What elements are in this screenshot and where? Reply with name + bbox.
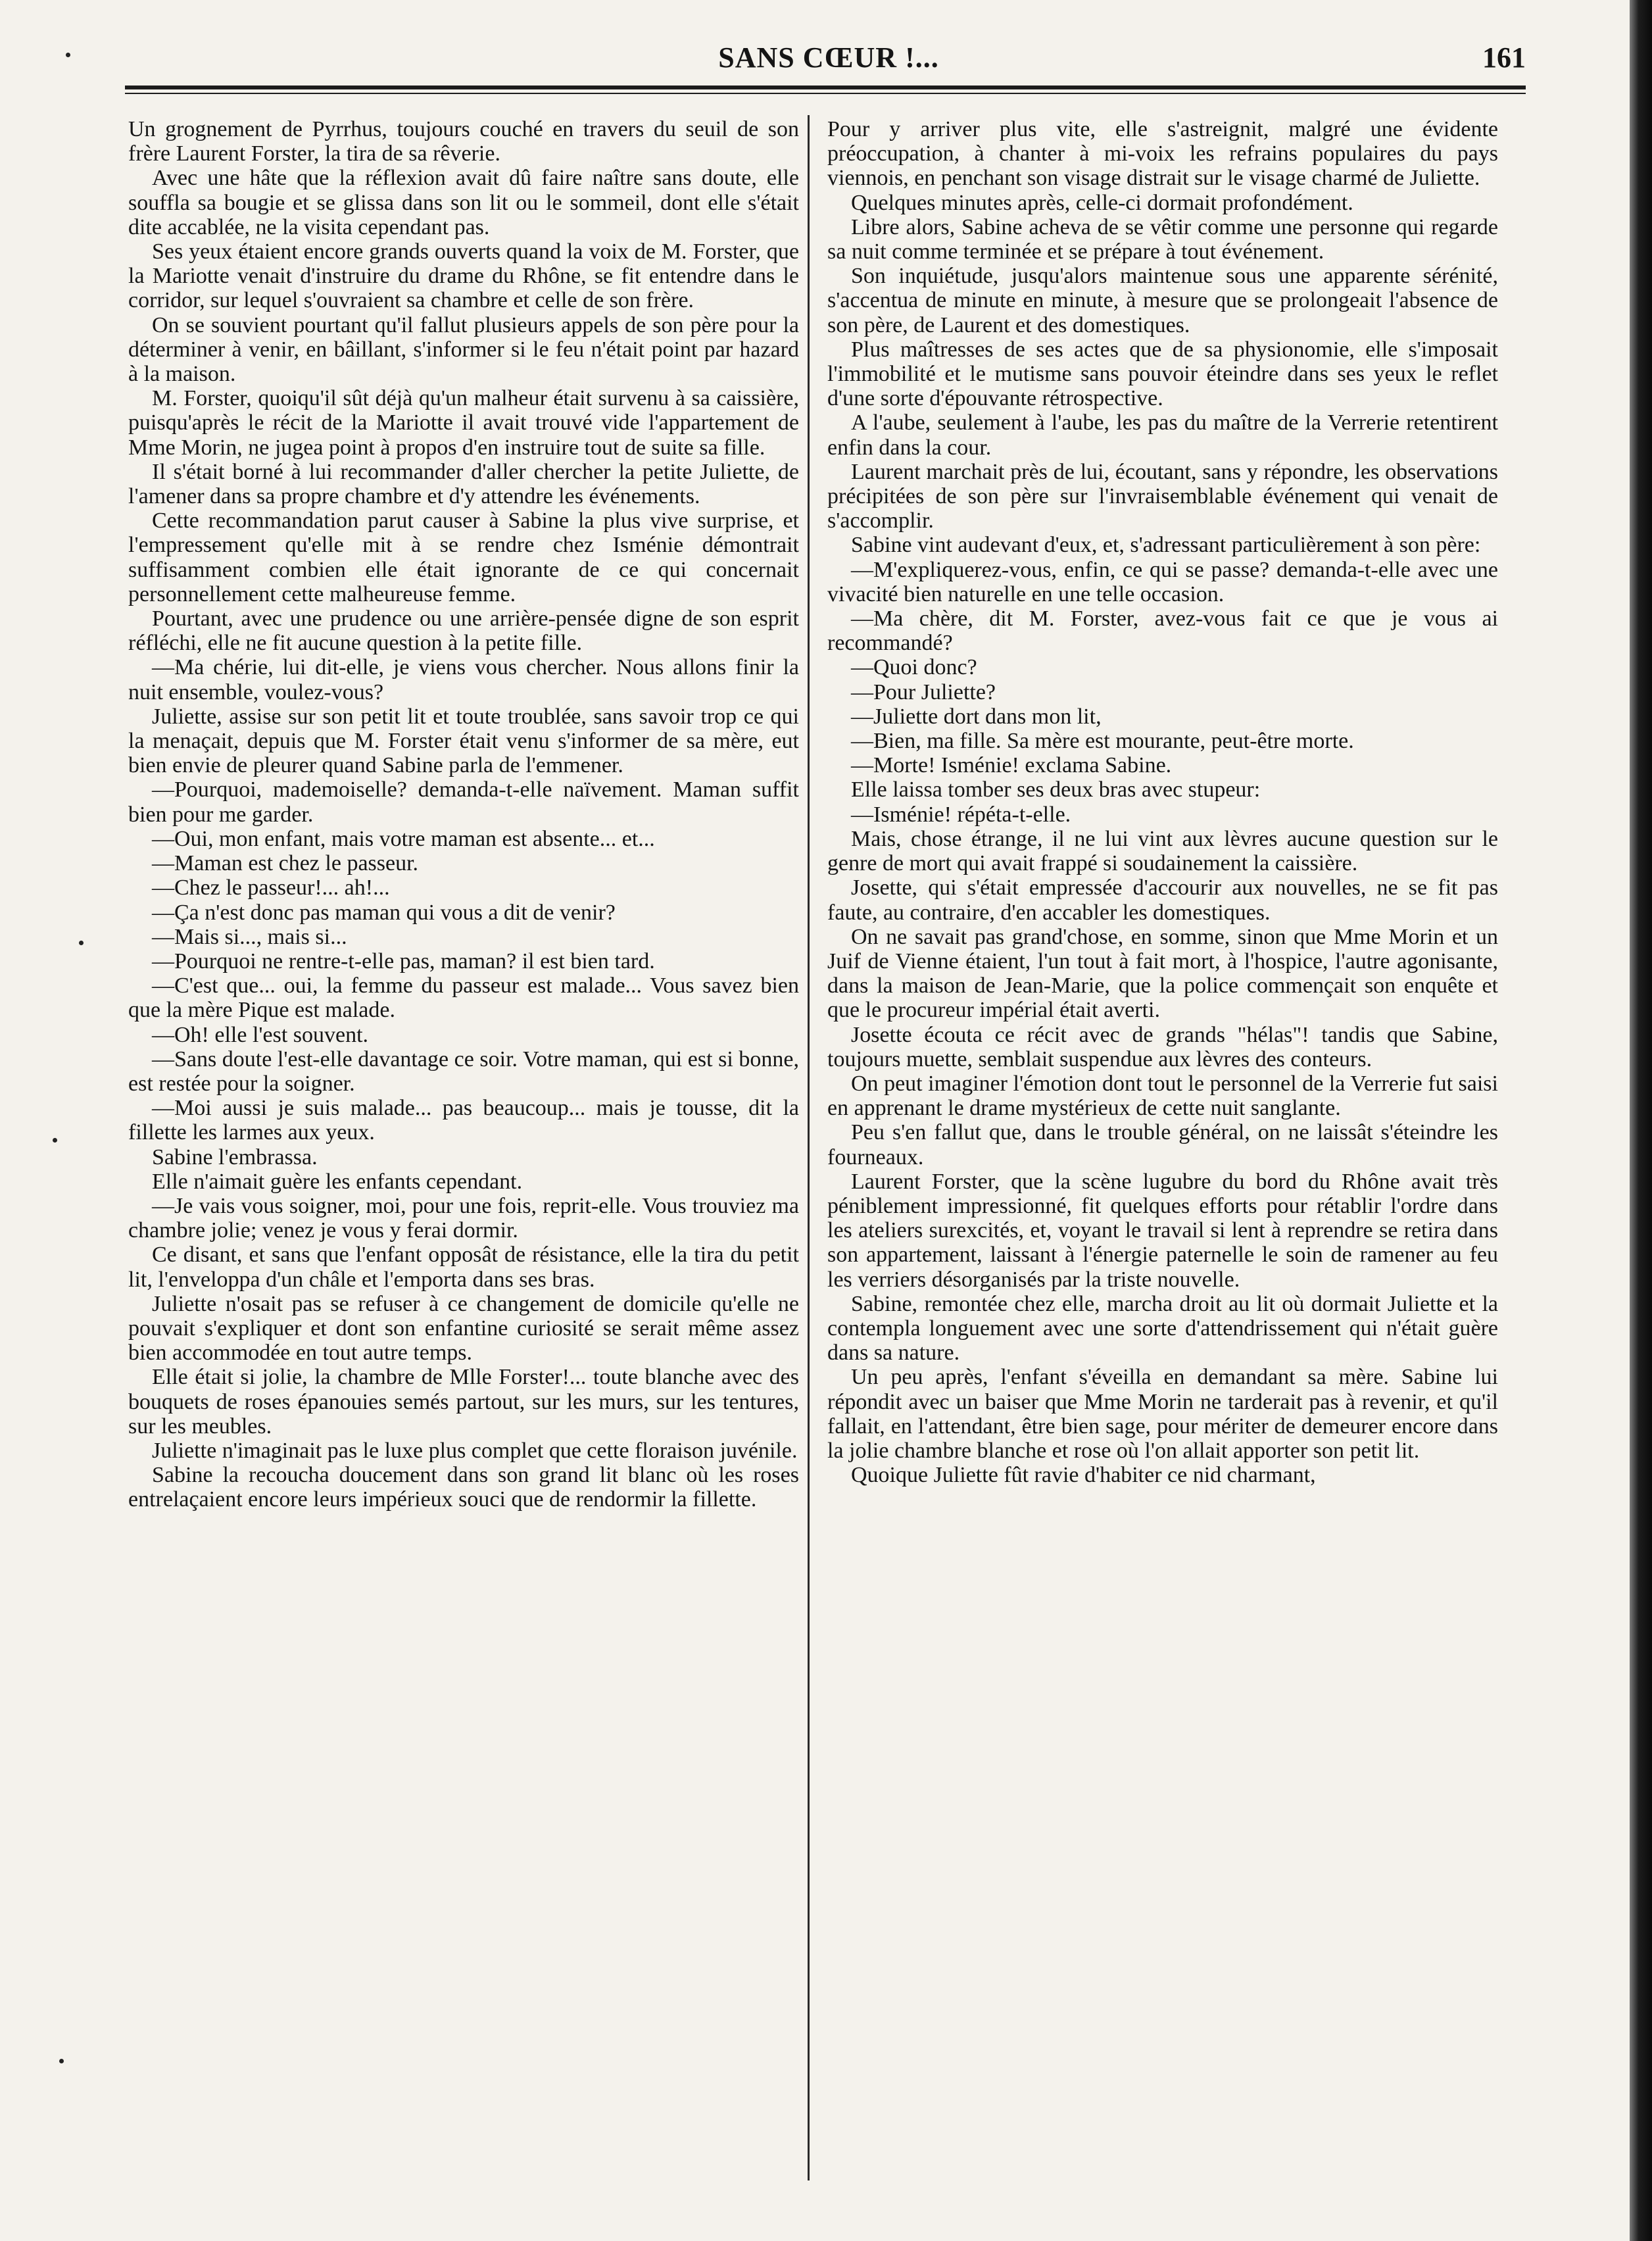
dialogue-line: —Mais si..., mais si... xyxy=(152,924,347,949)
page-header xyxy=(125,41,1526,87)
dialogue-line: —Maman est chez le passeur. xyxy=(152,851,419,876)
paragraph: Sabine l'embrassa. xyxy=(152,1145,318,1170)
paragraph: A l'aube, seulement à l'aube, les pas du maître de la Verrerie retentirent enfin dans la cour. xyxy=(827,410,1498,460)
paragraph: Elle n'aimait guère les enfants cependant. xyxy=(152,1169,523,1194)
dialogue-line: —Quoi donc? xyxy=(851,655,977,680)
dialogue-line: —Morte! Isménie! exclama Sabine. xyxy=(851,753,1172,778)
right-column xyxy=(827,117,1498,2176)
dialogue-line: —Pourquoi ne rentre-t-elle pas, maman? il est bien tard. xyxy=(152,948,655,973)
paragraph: Juliette n'imaginait pas le luxe plus complet que cette floraison juvénile. xyxy=(152,1438,798,1463)
paragraph: Josette écouta ce récit avec de grands "hélas"! tandis que Sabine, toujours muette, semblait suspendue aux lèvres des conteurs. xyxy=(827,1022,1498,1071)
dialogue-line: —Bien, ma fille. Sa mère est mourante, peut-être morte. xyxy=(851,729,1354,754)
paragraph: Sabine la recoucha doucement dans son grand lit blanc où les roses entrelaçaient encore leurs impérieux souci que de rendormir la fillette. xyxy=(128,1463,799,1512)
dialogue-line: —Je vais vous soigner, moi, pour une fois, reprit-elle. Vous trouviez ma chambre jolie; venez je vous y ferai dormir. xyxy=(128,1193,799,1243)
page-binding-shadow xyxy=(1630,0,1652,2241)
paragraph: Cette recommandation parut causer à Sabine la plus vive surprise, et l'empressement qu'elle mit à se rendre chez Isménie démontrait suffisamment combien elle était ignorante de ce qui concernait personnellement cette malheureuse femme. xyxy=(128,508,799,606)
paragraph: Josette, qui s'était empressée d'accourir aux nouvelles, ne se fit pas faute, au contraire, d'en accabler les domestiques. xyxy=(827,875,1498,925)
paragraph: On ne savait pas grand'chose, en somme, sinon que Mme Morin et un Juif de Vienne étaient, l'un tout à fait mort, à l'hospice, l'autre agonisante, dans la maison de Jean-Marie, que la police commençait son enquête et que le procureur impérial était averti. xyxy=(827,924,1498,1023)
paragraph: Laurent marchait près de lui, écoutant, sans y répondre, les observations précipitées de son père sur l'invraisemblable événement qui venait de s'accomplir. xyxy=(827,459,1498,533)
dialogue-line: —Pourquoi, mademoiselle? demanda-t-elle naïvement. Maman suffit bien pour me garder. xyxy=(128,777,799,827)
page-number: 161 xyxy=(1482,41,1526,74)
paragraph: Sabine, remontée chez elle, marcha droit au lit où dormait Juliette et la contempla longuement avec une sorte d'attendrissement qui n'était guère dans sa nature. xyxy=(827,1291,1498,1366)
paragraph: On peut imaginer l'émotion dont tout le personnel de la Verrerie fut saisi en apprenant le drame mystérieux de cette nuit sanglante. xyxy=(827,1071,1498,1121)
header-rule-thick xyxy=(125,86,1526,89)
paragraph: Quoique Juliette fût ravie d'habiter ce nid charmant, xyxy=(851,1463,1316,1488)
paragraph: Son inquiétude, jusqu'alors maintenue sous une apparente sérénité, s'accentua de minute en minute, à mesure que se prolongeait l'absence de son père, de Laurent et des domestiques. xyxy=(827,264,1498,337)
header-rule-thin xyxy=(125,93,1526,94)
paragraph: Mais, chose étrange, il ne lui vint aux lèvres aucune question sur le genre de mort qui avait frappé si soudainement la caissière. xyxy=(827,826,1498,876)
running-title: SANS CŒUR !... xyxy=(718,41,939,74)
dialogue-line: —Chez le passeur!... ah!... xyxy=(152,875,390,900)
dialogue-line: —Ma chère, dit M. Forster, avez-vous fait ce que je vous ai recommandé? xyxy=(827,606,1498,656)
dialogue-line: —Juliette dort dans mon lit, xyxy=(851,704,1102,729)
print-speck xyxy=(53,1138,57,1143)
dialogue-line: —Oui, mon enfant, mais votre maman est absente... et... xyxy=(152,826,655,851)
dialogue-line: —Ma chérie, lui dit-elle, je viens vous chercher. Nous allons finir la nuit ensemble, voulez-vous? xyxy=(128,655,799,704)
dialogue-line: —C'est que... oui, la femme du passeur est malade... Vous savez bien que la mère Pique est malade. xyxy=(128,973,799,1023)
paragraph: Elle laissa tomber ses deux bras avec stupeur: xyxy=(851,777,1261,802)
paragraph: Libre alors, Sabine acheva de se vêtir comme une personne qui regarde sa nuit comme terminée et se prépare à tout événement. xyxy=(827,214,1498,264)
paragraph: Ce disant, et sans que l'enfant opposât de résistance, elle la tira du petit lit, l'enveloppa d'un châle et l'emporta dans ses bras. xyxy=(128,1243,799,1292)
print-speck xyxy=(66,53,70,57)
paragraph: Un grognement de Pyrrhus, toujours couché en travers du seuil de son frère Laurent Forster, la tira de sa rêverie. xyxy=(128,117,799,166)
dialogue-line: —Sans doute l'est-elle davantage ce soir. Votre maman, qui est si bonne, est restée pour la soigner. xyxy=(128,1047,799,1096)
dialogue-line: —Isménie! répéta-t-elle. xyxy=(851,802,1071,827)
paragraph: Pourtant, avec une prudence ou une arrière-pensée digne de son esprit réfléchi, elle ne fit aucune question à la petite fille. xyxy=(128,606,799,656)
paragraph: Plus maîtresses de ses actes que de sa physionomie, elle s'imposait l'immobilité et le mutisme sans pouvoir éteindre dans ses yeux le reflet d'une sorte d'épouvante rétrospective. xyxy=(827,337,1498,411)
paragraph: Ses yeux étaient encore grands ouverts quand la voix de M. Forster, que la Mariotte venait d'instruire du drame du Rhône, se fit entendre dans le corridor, sur lequel s'ouvraient sa chambre et celle de son frère. xyxy=(128,239,799,313)
dialogue-line: —M'expliquerez-vous, enfin, ce qui se passe? demanda-t-elle avec une vivacité bien naturelle en une telle occasion. xyxy=(827,557,1498,606)
left-column xyxy=(128,117,799,2176)
dialogue-line: —Moi aussi je suis malade... pas beaucoup... mais je tousse, dit la fillette les larmes aux yeux. xyxy=(128,1096,799,1145)
dialogue-line: —Oh! elle l'est souvent. xyxy=(152,1022,369,1047)
paragraph: Il s'était borné à lui recommander d'aller chercher la petite Juliette, de l'amener dans sa propre chambre et d'y attendre les événements. xyxy=(128,459,799,509)
paragraph: Pour y arriver plus vite, elle s'astreignit, malgré une évidente préoccupation, à chanter à mi-voix les refrains populaires du pays viennois, en penchant son visage distrait sur le visage charmé de Juliette. xyxy=(827,117,1498,191)
column-divider xyxy=(808,115,810,2180)
paragraph: Juliette, assise sur son petit lit et toute troublée, sans savoir trop ce qui la menaçait, depuis que M. Forster était venu s'informer de sa mère, eut bien envie de pleurer quand Sabine parla de l'emmener. xyxy=(128,704,799,778)
paragraph: On se souvient pourtant qu'il fallut plusieurs appels de son père pour la déterminer à venir, en bâillant, s'informer si le feu n'était point par hazard à la maison. xyxy=(128,312,799,387)
paragraph: Un peu après, l'enfant s'éveilla en demandant sa mère. Sabine lui répondit avec un baiser que Mme Morin ne tarderait pas à revenir, et qu'il fallait, en l'attendant, être bien sage, pour mériter de demeurer encore dans la jolie chambre blanche et rose où l'on allait apporter son petit lit. xyxy=(827,1365,1498,1463)
paragraph: M. Forster, quoiqu'il sût déjà qu'un malheur était survenu à sa caissière, puisqu'après le récit de la Mariotte il avait trouvé vide l'appartement de Mme Morin, ne jugea point à propos d'en instruire tout de suite sa fille. xyxy=(128,386,799,460)
dialogue-line: —Pour Juliette? xyxy=(851,679,996,704)
paragraph: Juliette n'osait pas se refuser à ce changement de domicile qu'elle ne pouvait s'expliquer et dont son enfantine curiosité se serait même assez bien accommodée en tout autre temps. xyxy=(128,1291,799,1366)
dialogue-line: —Ça n'est donc pas maman qui vous a dit de venir? xyxy=(152,900,616,925)
paragraph: Elle était si jolie, la chambre de Mlle Forster!... toute blanche avec des bouquets de roses épanouies semés partout, sur les murs, sur les tentures, sur les meubles. xyxy=(128,1365,799,1439)
paragraph: Avec une hâte que la réflexion avait dû faire naître sans doute, elle souffla sa bougie et se glissa dans son lit ou le sommeil, dont elle s'était dite accablée, ne la visita cependant pas. xyxy=(128,166,799,239)
paragraph: Quelques minutes après, celle-ci dormait profondément. xyxy=(851,190,1353,215)
paragraph: Laurent Forster, que la scène lugubre du bord du Rhône avait très péniblement impressionné, fit quelques efforts pour rétablir l'ordre dans les ateliers surexcités, et, voyant le travail si lent à reprendre se retira dans son appartement, laissant à l'énergie paternelle le soin de ramener au feu les verriers désorganisés par la triste nouvelle. xyxy=(827,1169,1498,1292)
paragraph: Peu s'en fallut que, dans le trouble général, on ne laissât s'éteindre les fourneaux. xyxy=(827,1120,1498,1170)
print-speck xyxy=(79,941,84,945)
print-speck xyxy=(59,2059,64,2063)
paragraph: Sabine vint audevant d'eux, et, s'adressant particulièrement à son père: xyxy=(851,533,1481,558)
